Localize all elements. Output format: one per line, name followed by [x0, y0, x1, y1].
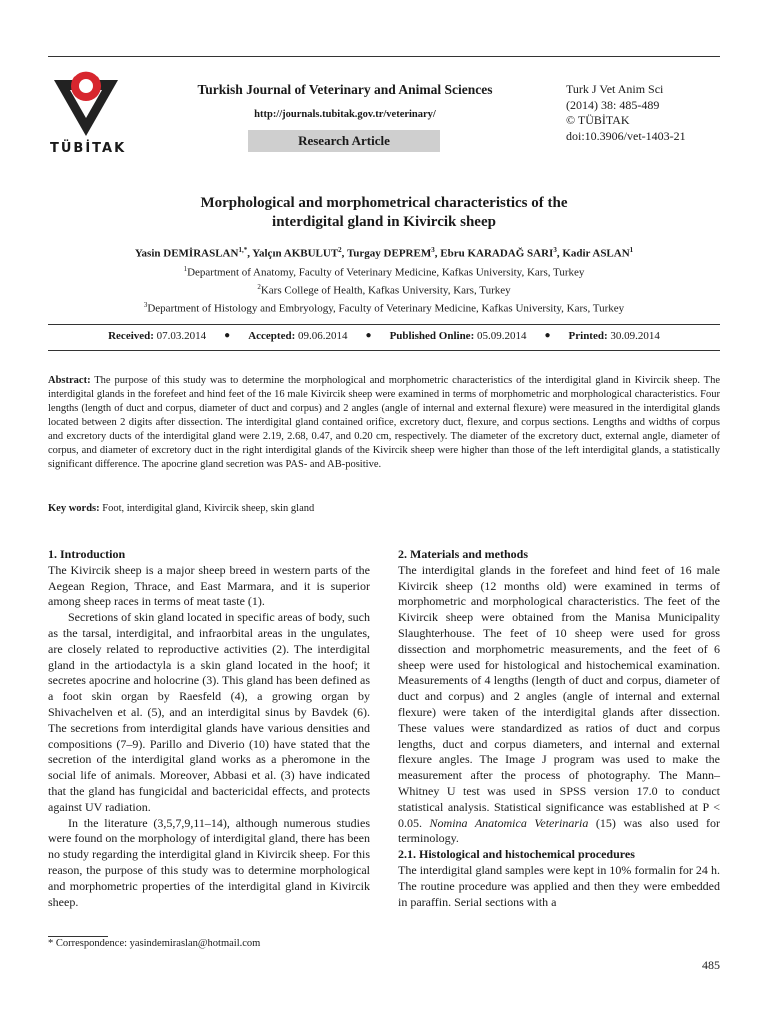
author-separator: ,	[434, 247, 441, 260]
article-title	[100, 194, 668, 232]
footnote-rule	[48, 936, 108, 937]
keywords-text: Foot, interdigital gland, Kivircik sheep, skin gland	[99, 503, 315, 514]
date-value: 30.09.2014	[610, 330, 660, 342]
affiliation-sup: 3	[143, 301, 148, 310]
author-name: Yasin DEMİRASLAN	[134, 247, 239, 260]
paragraph-text: The interdigital glands in the forefeet and hind feet of 16 male Kivircik sheep (12 months old) were examined in terms of morphometric and morphological characteristics. The feet of the Kivircik sheep were obtained from the Manisa Municipality Slaughterhouse. The feet of 10 sheep were used for gross dissection and morphometric measurements, and the feet of 6 sheep were used for histological and histochemical examination. Measurements of 4 lengths (length of duct and corpus, diameter of duct and corpus) and 2 angles (angle of internal and external flexure) were taken of the interdigital glands after dissection. These values were standardized as ratios of duct and corpus lengths, duct and corpus diameters, and internal and external flexure angles. The Image J program was used to make the measurement after the process of photography. The Mann–Whitney U test was used in SPSS version 17.0 to conduct statistical analysis. Statistical significance was established at P < 0.05.	[398, 562, 720, 830]
keywords	[48, 502, 720, 516]
bullet-icon: ●	[544, 330, 551, 341]
paragraph: Secretions of skin gland located in specific areas of body, such as the tarsal, interdigital, and infraorbital areas in the ungulates, are closely related to reproductive activities (2). The interdigital gland in the artiodactyla is a skin gland located in the hoof; it secretes apocrine and holocrine (3). This gland has been defined as a foot skin organ by Raesfeld (4), a growing organ by Shivachelven et al. (5), and an interdigital sinus by Bavdek (6). The secretions from interdigital glands have various densities and compositions (7–9). Parillo and Diverio (10) have stated that the secretion of the interdigital gland works as a pheromone in the social life of animals. Moreover, Abbasi et al. (3) have indicated that the gland has fungicidal and bactericidal effects, and protects against UV radiation.	[48, 610, 370, 814]
affiliation-text: Kars College of Health, Kafkas University, Kars, Turkey	[260, 284, 511, 297]
date-printed	[569, 330, 660, 342]
author-name: Yalçın AKBULUT	[252, 247, 339, 260]
section-heading-methods: 2. Materials and methods	[398, 547, 528, 561]
tubitak-logo	[50, 66, 127, 156]
paragraph: In the literature (3,5,7,9,11–14), although numerous studies were found on the morphology of interdigital gland, there has been no study regarding the interdigital gland in Kivircik sheep. For this reason, the purpose of this study was to determine morphological and morphometric properties of the interdigital gland in Kivircik sheep.	[48, 815, 370, 909]
author-separator: ,	[556, 247, 563, 260]
date-label: Printed:	[568, 330, 608, 342]
author-name: Ebru KARADAĞ SARI	[440, 247, 554, 260]
date-label: Accepted:	[248, 330, 296, 342]
italic-term: Nomina Anatomica Veterinaria	[429, 815, 589, 830]
date-value: 05.09.2014	[476, 330, 527, 342]
bullet-icon: ●	[365, 330, 372, 341]
affiliation	[60, 262, 708, 280]
header-top-rule	[48, 56, 720, 57]
subsection-heading: 2.1. Histological and histochemical procedures	[398, 847, 635, 862]
corresponding-star: *	[243, 246, 248, 254]
author-sup: 1	[629, 246, 634, 254]
right-column	[398, 547, 720, 910]
citation-line: (2014) 38: 485-489	[566, 97, 660, 112]
author-name: Kadir ASLAN	[562, 247, 630, 260]
dates-bottom-rule	[48, 350, 720, 351]
citation-box	[566, 82, 726, 144]
author-list	[60, 246, 708, 260]
tubitak-emblem-icon	[50, 66, 122, 138]
journal-url[interactable]: http://journals.tubitak.gov.tr/veterinary/	[254, 109, 436, 120]
author-separator: ,	[247, 247, 253, 260]
author-sup: 2	[338, 246, 342, 254]
journal-title: Turkish Journal of Veterinary and Animal Sciences	[197, 82, 493, 97]
affiliation-text: Department of Histology and Embryology, Faculty of Veterinary Medicine, Kafkas University, Kars, Turkey	[147, 302, 625, 315]
doi-link[interactable]: doi:10.3906/vet-1403-21	[566, 128, 686, 143]
date-accepted	[248, 330, 347, 342]
bullet-icon: ●	[224, 330, 231, 341]
abstract	[48, 374, 720, 472]
affiliation	[60, 280, 708, 298]
affiliation-sup: 1	[183, 265, 188, 273]
keywords-label: Key words:	[48, 503, 100, 514]
paragraph: The Kivircik sheep is a major sheep breed in western parts of the Aegean Region, Thrace, and East Marmara, and it is superior among sheep races in terms of meat taste (1).	[48, 562, 370, 609]
date-label: Published Online:	[389, 330, 475, 342]
author-sup: 3	[431, 246, 435, 254]
affiliation-sup: 2	[257, 283, 261, 292]
paragraph	[398, 563, 720, 847]
author-sup: 3	[553, 246, 557, 254]
title-line: interdigital gland in Kivircik sheep	[272, 214, 496, 230]
abstract-label: Abstract:	[48, 375, 91, 386]
article-type-badge: Research Article	[248, 130, 440, 152]
date-published	[390, 330, 527, 342]
citation-line: Turk J Vet Anim Sci	[566, 82, 664, 96]
author-sup: 1,	[238, 246, 244, 254]
dates-top-rule	[48, 324, 720, 325]
affiliations	[60, 262, 708, 316]
author-separator: ,	[341, 247, 347, 260]
author-name: Turgay DEPREM	[346, 247, 432, 260]
publication-dates	[48, 330, 720, 342]
date-label: Received:	[108, 330, 154, 342]
paragraph-text: (15) was also used for terminology.	[398, 815, 720, 846]
abstract-text: The purpose of this study was to determine the morphological and morphometric characteristics of the interdigital gland in Kivircik sheep. The interdigital glands in the forefeet and hind feet of the 16 male Kivircik sheep were examined in terms of morphometric and morphological characteristics. Four lengths (length of duct and corpus, diameter of duct and corpus) and 2 angles (angle of internal and external flexure) were measured in the interdigital glands located between 2 digits after dissection. The interdigital gland contained orifice, excretory duct, flexure, and corpus sections. Lengths and widths of corpus and excretory ducts of the interdigital gland were 2.19, 2.68, 0.47, and 0.20 cm, respectively. The diameter of the excretory duct, external angle, diameter of corpus, and diameter of excretory duct in the right interdigital glands of the Kivircik sheep were higher than those of the left interdigital glands, a statistically significant difference. The apocrine gland secretion was PAS- and AB-positive.	[48, 375, 720, 470]
date-value: 09.06.2014	[298, 330, 348, 342]
date-value: 07.03.2014	[156, 330, 207, 342]
title-line: Morphological and morphometrical characteristics of the	[200, 195, 568, 211]
left-column	[48, 547, 370, 910]
logo-wordmark: TÜBİTAK	[50, 141, 127, 156]
affiliation	[60, 298, 708, 316]
date-received	[108, 330, 206, 342]
paragraph: The interdigital gland samples were kept in 10% formalin for 24 h. The routine procedure was applied and then they were embedded in paraffin. Serial sections with a	[398, 862, 720, 909]
affiliation-text: Department of Anatomy, Faculty of Veterinary Medicine, Kafkas University, Kars, Turkey	[187, 266, 585, 279]
correspondence-footnote: * Correspondence: yasindemiraslan@hotmail.com	[48, 938, 261, 949]
citation-line: © TÜBİTAK	[566, 113, 630, 127]
page-number: 485	[702, 958, 720, 972]
section-heading-introduction: 1. Introduction	[48, 547, 126, 561]
